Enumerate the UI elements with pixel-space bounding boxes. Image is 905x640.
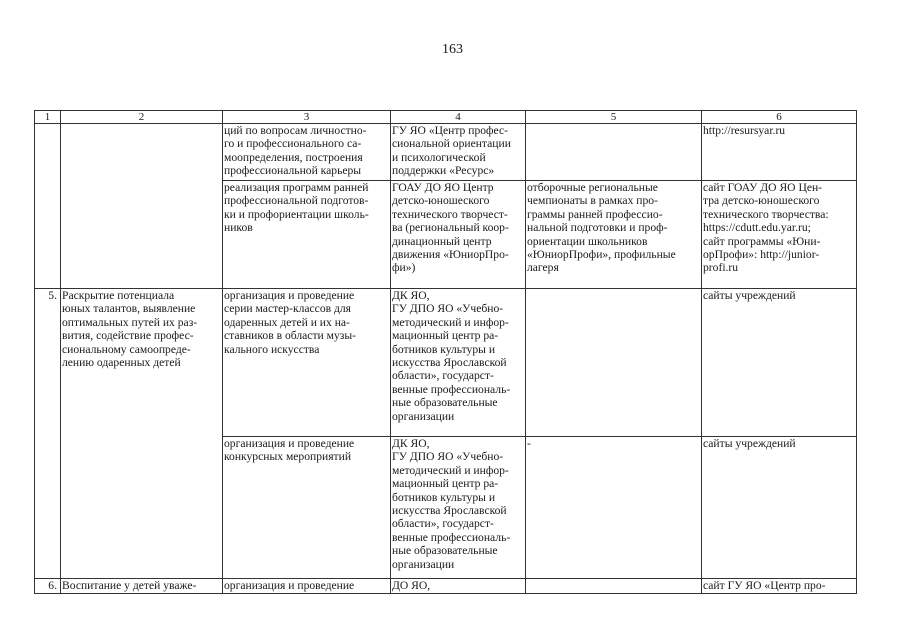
- row-number-cell: 5.: [35, 289, 61, 579]
- activity-cell: ций по вопросам личностно- го и профессионального са- моопределения, построения профессиональной карьеры: [223, 124, 391, 181]
- organizer-cell: ДК ЯО, ГУ ДПО ЯО «Учебно- методический и инфор- мационный центр ра- ботников культуры и искусства Ярославской области», государст- венные профессиональ- ные образовательные организации: [391, 437, 526, 579]
- website-cell: сайты учреждений: [702, 289, 857, 437]
- activity-cell: организация и проведение серии мастер-классов для одаренных детей и их на- ставников в области музы- кального искусства: [223, 289, 391, 437]
- goal-cell: [61, 124, 223, 289]
- column-header: 5: [526, 111, 702, 124]
- organizer-cell: ДО ЯО,: [391, 579, 526, 594]
- activity-cell: организация и проведение: [223, 579, 391, 594]
- table-row: [35, 289, 857, 437]
- organizer-cell: ДК ЯО, ГУ ДПО ЯО «Учебно- методический и инфор- мационный центр ра- ботников культуры и искусства Ярославской области», государст- венные профессиональ- ные образовательные организации: [391, 289, 526, 437]
- website-cell: сайты учреждений: [702, 437, 857, 579]
- activity-cell: организация и проведение конкурсных мероприятий: [223, 437, 391, 579]
- organizer-cell: ГУ ЯО «Центр профес- сиональной ориентации и психологической поддержки «Ресурс»: [391, 124, 526, 181]
- document-table: [34, 110, 857, 594]
- event-cell: [526, 289, 702, 437]
- column-header: 2: [61, 111, 223, 124]
- row-number-cell: 6.: [35, 579, 61, 594]
- goal-cell: Раскрытие потенциала юных талантов, выявление оптимальных путей их раз- вития, содействие профес- сиональному самоопреде- лению одаренных детей: [61, 289, 223, 579]
- event-cell: [526, 124, 702, 181]
- goal-cell: Воспитание у детей уваже-: [61, 579, 223, 594]
- column-header: 6: [702, 111, 857, 124]
- row-number-cell: [35, 124, 61, 289]
- website-cell: сайт ГУ ЯО «Центр про-: [702, 579, 857, 594]
- table-row: [35, 124, 857, 181]
- event-cell: [526, 579, 702, 594]
- event-cell: отборочные региональные чемпионаты в рамках про- граммы ранней профессио- нальной подготовки и проф- ориентации школьников «ЮниорПрофи», профильные лагеря: [526, 181, 702, 289]
- page-number: 163: [442, 42, 463, 57]
- column-header: 3: [223, 111, 391, 124]
- website-cell: http://resursyar.ru: [702, 124, 857, 181]
- table-row: [35, 579, 857, 594]
- activity-cell: реализация программ ранней профессиональной подготов- ки и профориентации школь- ников: [223, 181, 391, 289]
- website-cell: сайт ГОАУ ДО ЯО Цен- тра детско-юношеского технического творчества: https://cdutt.edu.yar.ru; сайт программы «Юни- орПрофи»: http://junior- profi.ru: [702, 181, 857, 289]
- table-header-row: [35, 111, 857, 124]
- organizer-cell: ГОАУ ДО ЯО Центр детско-юношеского технического творчест- ва (региональный коор- динационный центр движения «ЮниорПро- фи»): [391, 181, 526, 289]
- event-cell: -: [526, 437, 702, 579]
- column-header: 1: [35, 111, 61, 124]
- column-header: 4: [391, 111, 526, 124]
